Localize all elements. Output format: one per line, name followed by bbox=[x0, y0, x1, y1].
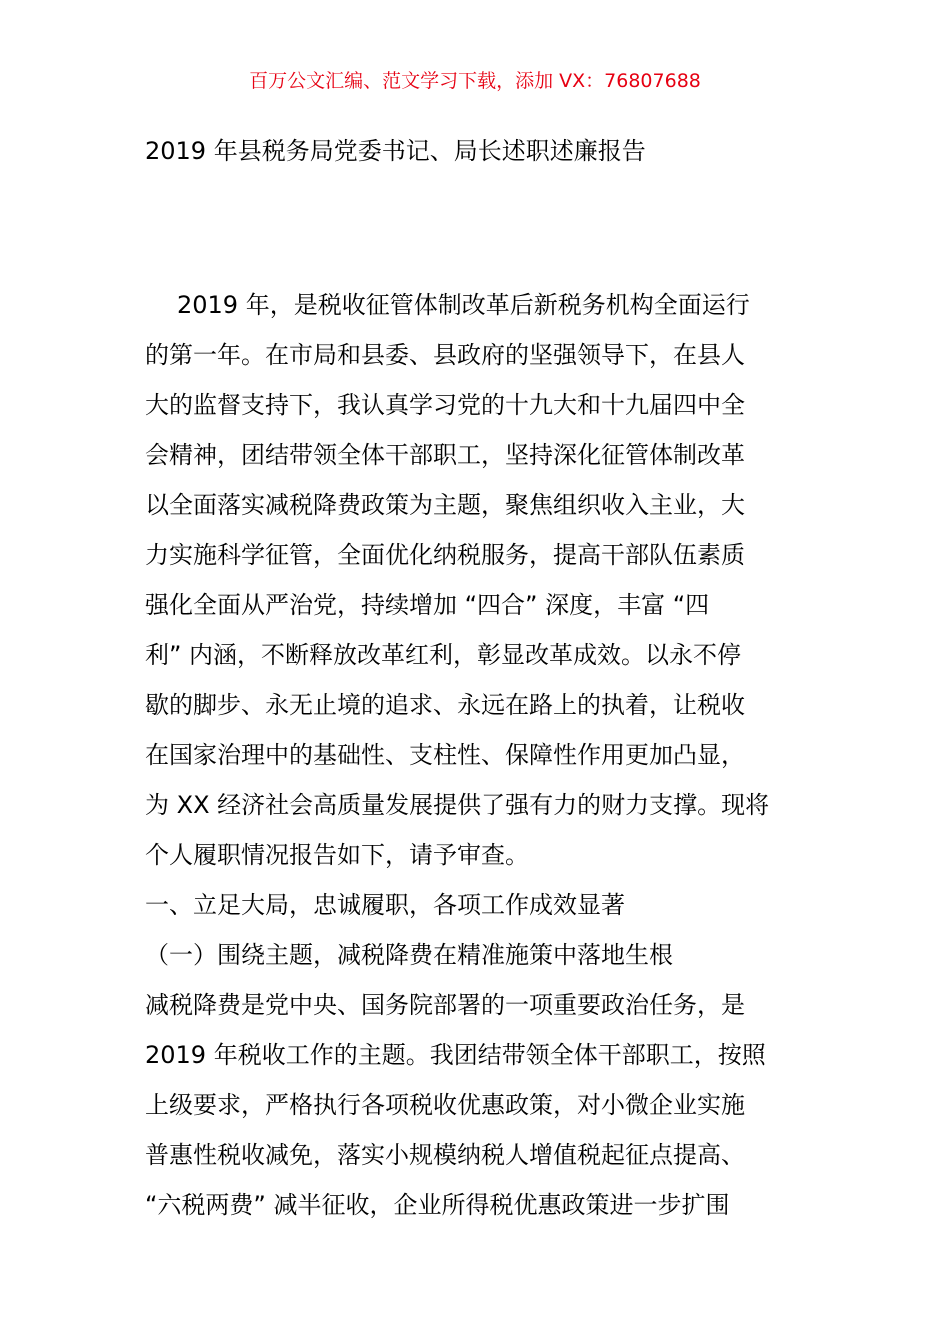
subsection-heading: （一）围绕主题，减税降费在精准施策中落地生根 bbox=[145, 941, 673, 969]
body-line: “六税两费” 减半征收，企业所得税优惠政策进一步扩围 bbox=[145, 1191, 730, 1219]
body-line: 在国家治理中的基础性、支柱性、保障性作用更加凸显， bbox=[145, 741, 745, 769]
body-line: 2019 年税收工作的主题。我团结带领全体干部职工，按照 bbox=[145, 1041, 766, 1069]
body-line: 为 XX 经济社会高质量发展提供了强有力的财力支撑。现将 bbox=[145, 791, 770, 819]
body-line: 利” 内涵，不断释放改革红利，彰显改革成效。以永不停 bbox=[145, 641, 742, 669]
body-line: 力实施科学征管，全面优化纳税服务，提高干部队伍素质 bbox=[145, 541, 745, 569]
body-line: 大的监督支持下，我认真学习党的十九大和十九届四中全 bbox=[145, 391, 745, 419]
body-line: 以全面落实减税降费政策为主题，聚焦组织收入主业，大 bbox=[145, 491, 745, 519]
body-line: 的第一年。在市局和县委、县政府的坚强领导下，在县人 bbox=[145, 341, 745, 369]
watermark-header: 百万公文汇编、范文学习下载，添加 VX：76807688 bbox=[249, 70, 701, 92]
document-title: 2019 年县税务局党委书记、局长述职述廉报告 bbox=[145, 137, 646, 165]
body-line: 歇的脚步、永无止境的追求、永远在路上的执着，让税收 bbox=[145, 691, 745, 719]
section-heading: 一、立足大局，忠诚履职，各项工作成效显著 bbox=[145, 891, 625, 919]
body-line: 上级要求，严格执行各项税收优惠政策，对小微企业实施 bbox=[145, 1091, 745, 1119]
body-line: 个人履职情况报告如下，请予审查。 bbox=[145, 841, 529, 869]
body-line: 会精神，团结带领全体干部职工，坚持深化征管体制改革 bbox=[145, 441, 745, 469]
body-line: 强化全面从严治党，持续增加 “四合” 深度，丰富 “四 bbox=[145, 591, 710, 619]
document-body bbox=[145, 280, 810, 1230]
body-line: 普惠性税收减免，落实小规模纳税人增值税起征点提高、 bbox=[145, 1141, 745, 1169]
body-line: 减税降费是党中央、国务院部署的一项重要政治任务，是 bbox=[145, 991, 745, 1019]
body-line: 2019 年，是税收征管体制改革后新税务机构全面运行 bbox=[177, 291, 750, 319]
